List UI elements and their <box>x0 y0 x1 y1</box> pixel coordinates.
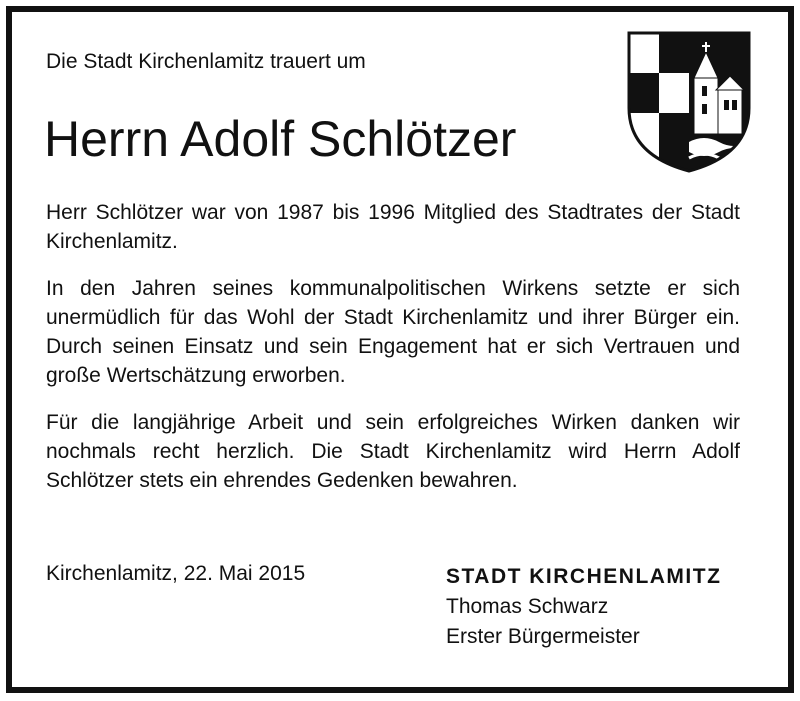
signature-block <box>446 562 721 652</box>
paragraph-commitment: In den Jahren seines kommunalpolitischen Wirkens setzte er sich unermüdlich für das Wohl der Stadt Kirchenlamitz und ihrer Bürger ein. Durch seinen Einsatz und sein Engagement hat er sich Vertrauen und große Wertschätzung erworben. <box>46 277 740 387</box>
deceased-name: Herrn Adolf Schlötzer <box>44 111 517 167</box>
place-date: Kirchenlamitz, 22. Mai 2015 <box>46 562 306 585</box>
signature-title: Erster Bürgermeister <box>446 625 640 648</box>
signature-organization: STADT KIRCHENLAMITZ <box>446 565 722 588</box>
coat-of-arms-icon <box>626 30 752 174</box>
paragraph-membership: Herr Schlötzer war von 1987 bis 1996 Mitglied des Stadtrates der Stadt Kirchenlamitz. <box>46 201 740 253</box>
notice-body <box>46 198 740 513</box>
paragraph-thanks: Für die langjährige Arbeit und sein erfolgreiches Wirken danken wir nochmals recht herzlich. Die Stadt Kirchenlamitz wird Herrn Adolf Schlötzer stets ein ehrendes Gedenken bewahren. <box>46 411 740 492</box>
signature-person: Thomas Schwarz <box>446 595 609 618</box>
intro-text: Die Stadt Kirchenlamitz trauert um <box>46 50 366 73</box>
